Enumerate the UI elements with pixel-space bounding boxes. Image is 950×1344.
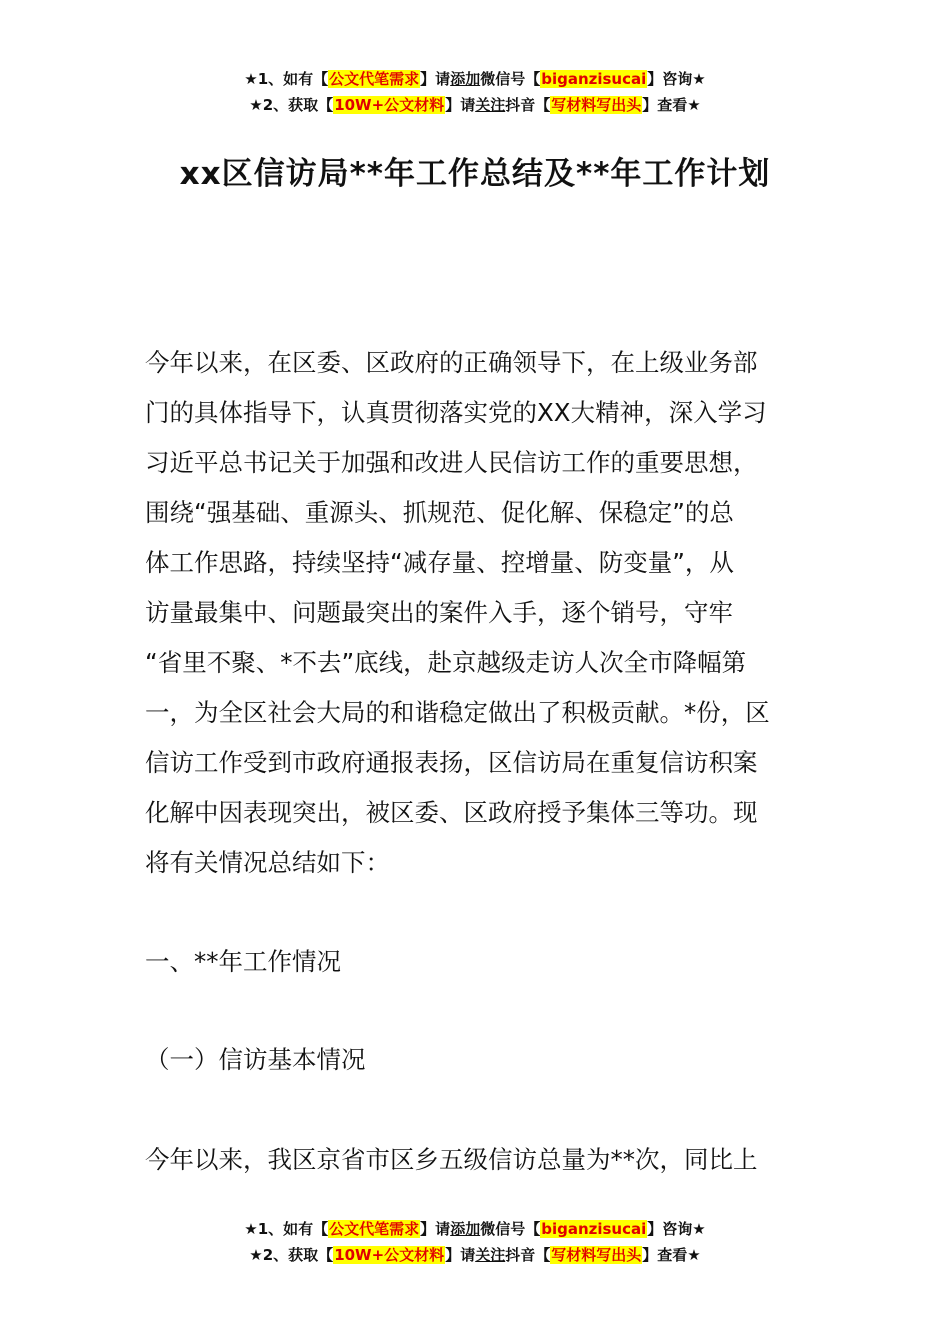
underlined-text: 关注 [475,1246,506,1264]
paragraph-line: 一，为全区社会大局的和谐稳定做出了积极贡献。*份，区 [145,698,770,727]
paragraph-line: “省里不聚、*不去”底线，赴京越级走访人次全市降幅第 [145,648,747,677]
underlined-text: 添加 [450,1220,481,1238]
paragraph-line: 访量最集中、问题最突出的案件入手，逐个销号，守牢 [145,598,733,627]
douyin-id: 写材料写出头 [551,96,642,114]
underlined-text: 关注 [475,96,506,114]
highlight-text: 10W+公文材料 [334,96,445,114]
subsection-heading: （一）信访基本情况 [145,1045,366,1074]
banner-line-1: ★1、如有【公文代笔需求】请添加微信号【biganzisucai】咨询★ [244,70,706,88]
highlight-text: 10W+公文材料 [334,1246,445,1264]
paragraph-line: 体工作思路，持续坚持“减存量、控增量、防变量”，从 [145,548,734,577]
paragraph-line: 化解中因表现突出，被区委、区政府授予集体三等功。现 [145,798,758,827]
paragraph-line: 信访工作受到市政府通报表扬，区信访局在重复信访积案 [145,748,758,777]
wechat-id: biganzisucai [541,1220,647,1238]
document-title: xx区信访局**年工作总结及**年工作计划 [179,156,771,192]
body-paragraph: 今年以来，我区京省市区乡五级信访总量为**次，同比上 [145,1145,758,1174]
section-heading: 一、**年工作情况 [145,947,341,976]
douyin-id: 写材料写出头 [551,1246,642,1264]
bottom-banner [0,1216,950,1268]
intro-paragraph [145,338,810,888]
paragraph-line: 门的具体指导下，认真贯彻落实党的XX大精神，深入学习 [145,398,767,427]
banner-line-1: ★1、如有【公文代笔需求】请添加微信号【biganzisucai】咨询★ [244,1220,706,1238]
paragraph-line: 围绕“强基础、重源头、抓规范、促化解、保稳定”的总 [145,498,734,527]
top-banner [0,66,950,118]
banner-line-2: ★2、获取【10W+公文材料】请关注抖音【写材料写出头】查看★ [249,96,701,114]
wechat-id: biganzisucai [541,70,647,88]
highlight-text: 公文代笔需求 [329,1220,420,1238]
banner-line-2: ★2、获取【10W+公文材料】请关注抖音【写材料写出头】查看★ [249,1246,701,1264]
highlight-text: 公文代笔需求 [329,70,420,88]
paragraph-line: 将有关情况总结如下： [145,848,390,877]
underlined-text: 添加 [450,70,481,88]
paragraph-line: 今年以来，在区委、区政府的正确领导下，在上级业务部 [145,348,758,377]
paragraph-line: 习近平总书记关于加强和改进人民信访工作的重要思想， [145,448,758,477]
